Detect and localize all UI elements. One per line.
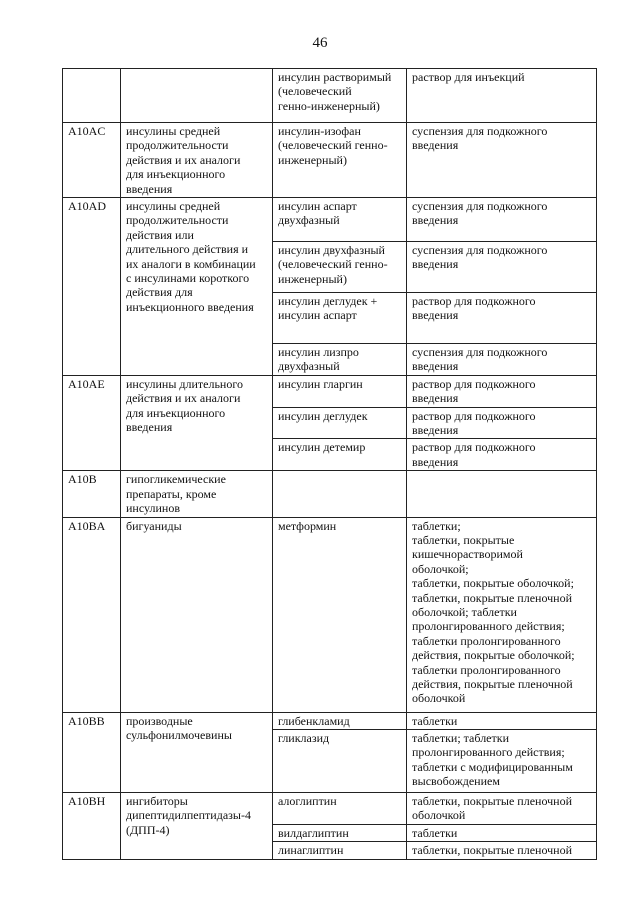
drug-table <box>62 68 597 860</box>
page-number: 46 <box>312 35 328 51</box>
drug-name-cell <box>273 471 407 517</box>
atc-code-cell: A10BA <box>63 517 121 712</box>
drug-name-cell: инсулин деглудек + инсулин аспарт <box>273 293 407 344</box>
drug-name-cell: инсулин деглудек <box>273 407 407 439</box>
dosage-form-cell: таблетки <box>407 824 597 841</box>
dosage-form-cell: таблетки <box>407 712 597 729</box>
table-row <box>63 471 597 517</box>
table-row <box>63 69 597 123</box>
table-row <box>63 375 597 407</box>
atc-code-cell: A10AC <box>63 123 121 198</box>
atc-code-cell: A10BB <box>63 712 121 792</box>
drug-name-cell: инсулин лизпро двухфазный <box>273 344 407 376</box>
drug-name-cell: гликлазид <box>273 729 407 792</box>
dosage-form-cell <box>407 471 597 517</box>
pharmacological-group-cell <box>121 69 273 123</box>
dosage-form-cell: суспензия для подкожного введения <box>407 242 597 293</box>
dosage-form-cell: раствор для подкожного введения <box>407 375 597 407</box>
pharmacological-group-cell: бигуаниды <box>121 517 273 712</box>
dosage-form-cell: таблетки, покрытые пленочной <box>407 842 597 859</box>
drug-name-cell: инсулин аспарт двухфазный <box>273 198 407 242</box>
drug-name-cell: инсулин детемир <box>273 439 407 471</box>
table-row <box>63 712 597 729</box>
atc-code-cell: A10B <box>63 471 121 517</box>
dosage-form-cell: суспензия для подкожного введения <box>407 198 597 242</box>
dosage-form-cell: таблетки, покрытые пленочной оболочкой <box>407 792 597 824</box>
dosage-form-cell: таблетки; таблетки, покрытые кишечнорастворимой оболочкой; таблетки, покрытые оболочкой; таблетки, покрытые пленочной оболочкой; таблетки пролонгированного действия; таблетки пролонгированного действия, покрытые оболочкой; таблетки пролонгированного действия, покрытые пленочной оболочкой <box>407 517 597 712</box>
drug-name-cell: инсулин-изофан (человеческий генно- инженерный) <box>273 123 407 198</box>
pharmacological-group-cell: инсулины средней продолжительности действия или длительного действия и их аналоги в комбинации с инсулинами короткого действия для инъекционного введения <box>121 198 273 376</box>
dosage-form-cell: суспензия для подкожного введения <box>407 344 597 376</box>
pharmacological-group-cell: инсулины средней продолжительности действия и их аналоги для инъекционного введения <box>121 123 273 198</box>
drug-name-cell: вилдаглиптин <box>273 824 407 841</box>
dosage-form-cell: раствор для подкожного введения <box>407 407 597 439</box>
dosage-form-cell: раствор для подкожного введения <box>407 439 597 471</box>
atc-code-cell: A10BH <box>63 792 121 859</box>
drug-name-cell: инсулин гларгин <box>273 375 407 407</box>
pharmacological-group-cell: производные сульфонилмочевины <box>121 712 273 792</box>
dosage-form-cell: суспензия для подкожного введения <box>407 123 597 198</box>
drug-name-cell: метформин <box>273 517 407 712</box>
drug-name-cell: глибенкламид <box>273 712 407 729</box>
pharmacological-group-cell: гипогликемические препараты, кроме инсулинов <box>121 471 273 517</box>
table-row <box>63 198 597 242</box>
table-row <box>63 123 597 198</box>
drug-name-cell: инсулин растворимый (человеческий генно-инженерный) <box>273 69 407 123</box>
atc-code-cell <box>63 69 121 123</box>
drug-name-cell: инсулин двухфазный (человеческий генно- инженерный) <box>273 242 407 293</box>
pharmacological-group-cell: инсулины длительного действия и их аналоги для инъекционного введения <box>121 375 273 470</box>
atc-code-cell: A10AE <box>63 375 121 470</box>
table-row <box>63 792 597 824</box>
atc-code-cell: A10AD <box>63 198 121 376</box>
dosage-form-cell: таблетки; таблетки пролонгированного действия; таблетки с модифицированным высвобождением <box>407 729 597 792</box>
dosage-form-cell: раствор для подкожного введения <box>407 293 597 344</box>
dosage-form-cell: раствор для инъекций <box>407 69 597 123</box>
table-row <box>63 517 597 712</box>
drug-name-cell: алоглиптин <box>273 792 407 824</box>
drug-name-cell: линаглиптин <box>273 842 407 859</box>
pharmacological-group-cell: ингибиторы дипептидилпептидазы-4 (ДПП-4) <box>121 792 273 859</box>
